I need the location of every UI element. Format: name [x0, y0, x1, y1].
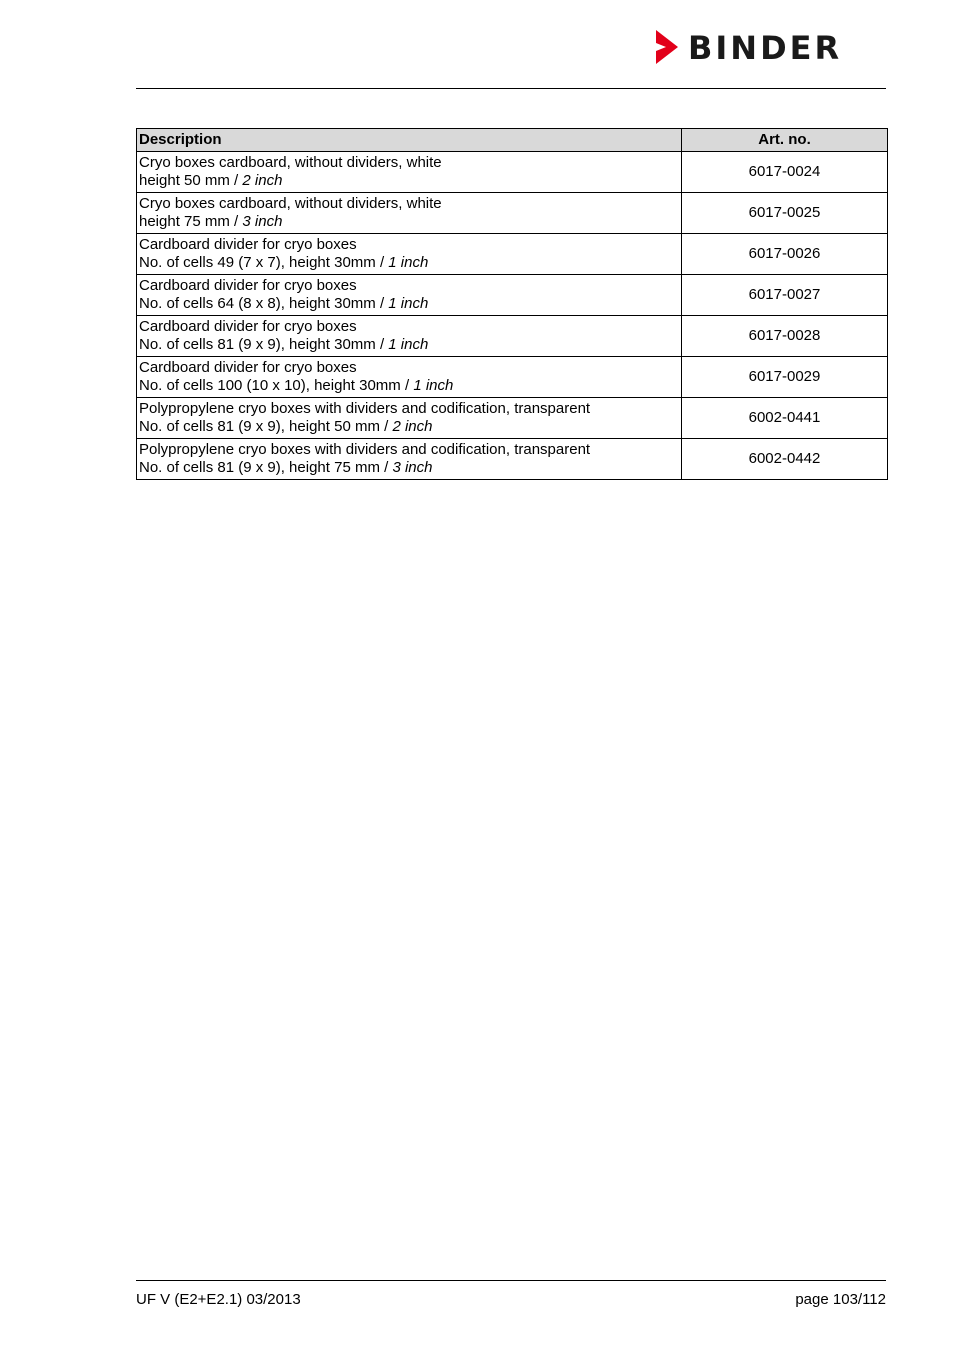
row-description	[137, 152, 682, 193]
table-row	[137, 193, 888, 234]
row-description	[137, 439, 682, 480]
description-dimension: height 75 mm /	[139, 213, 243, 230]
description-dimension-inch: 2 inch	[242, 172, 283, 189]
description-line-2	[139, 377, 681, 395]
description-dimension-inch: 1 inch	[388, 295, 429, 312]
table-row	[137, 275, 888, 316]
footer-document-id: UF V (E2+E2.1) 03/2013	[136, 1291, 301, 1308]
description-line-2	[139, 336, 681, 354]
row-art-no: 6017-0026	[682, 234, 888, 275]
description-line-1: Polypropylene cryo boxes with dividers and codification, transparent	[139, 441, 591, 458]
description-line-1: Polypropylene cryo boxes with dividers and codification, transparent	[139, 400, 591, 417]
row-description	[137, 357, 682, 398]
description-line-2	[139, 213, 681, 231]
description-dimension-inch: 1 inch	[413, 377, 454, 394]
description-dimension: No. of cells 64 (8 x 8), height 30mm /	[139, 295, 389, 312]
description-dimension-inch: 2 inch	[392, 418, 433, 435]
table-row	[137, 398, 888, 439]
table-header-row	[137, 129, 888, 152]
header-art-no: Art. no.	[682, 129, 888, 152]
description-line-2	[139, 418, 681, 436]
description-dimension: height 50 mm /	[139, 172, 243, 189]
table-row	[137, 234, 888, 275]
description-dimension-inch: 3 inch	[242, 213, 283, 230]
row-description	[137, 398, 682, 439]
row-art-no: 6017-0025	[682, 193, 888, 234]
row-description	[137, 316, 682, 357]
description-line-1: Cardboard divider for cryo boxes	[139, 277, 357, 294]
binder-logo	[654, 30, 888, 64]
description-line-1: Cardboard divider for cryo boxes	[139, 318, 357, 335]
row-art-no: 6017-0024	[682, 152, 888, 193]
description-line-2	[139, 172, 681, 190]
description-dimension-inch: 1 inch	[388, 336, 429, 353]
row-art-no: 6017-0029	[682, 357, 888, 398]
table-row	[137, 357, 888, 398]
row-art-no: 6017-0027	[682, 275, 888, 316]
description-line-2	[139, 459, 681, 477]
table-row	[137, 316, 888, 357]
row-description	[137, 193, 682, 234]
description-line-1: Cryo boxes cardboard, without dividers, white	[139, 154, 442, 171]
description-dimension: No. of cells 81 (9 x 9), height 50 mm /	[139, 418, 393, 435]
table-row	[137, 439, 888, 480]
row-description	[137, 234, 682, 275]
description-dimension: No. of cells 100 (10 x 10), height 30mm /	[139, 377, 414, 394]
brand-name: BINDER	[688, 30, 843, 64]
description-dimension: No. of cells 49 (7 x 7), height 30mm /	[139, 254, 389, 271]
row-description	[137, 275, 682, 316]
description-dimension-inch: 1 inch	[388, 254, 429, 271]
description-dimension: No. of cells 81 (9 x 9), height 75 mm /	[139, 459, 393, 476]
footer-rule	[136, 1280, 886, 1281]
binder-arrow-icon	[656, 30, 678, 64]
table-row	[137, 152, 888, 193]
row-art-no: 6002-0442	[682, 439, 888, 480]
accessories-table	[136, 128, 888, 480]
description-line-1: Cryo boxes cardboard, without dividers, white	[139, 195, 442, 212]
header-rule	[136, 88, 886, 89]
description-line-1: Cardboard divider for cryo boxes	[139, 236, 357, 253]
description-dimension: No. of cells 81 (9 x 9), height 30mm /	[139, 336, 389, 353]
description-line-2	[139, 295, 681, 313]
footer-page-number: page 103/112	[795, 1291, 886, 1308]
description-line-2	[139, 254, 681, 272]
header-description: Description	[137, 129, 682, 152]
row-art-no: 6017-0028	[682, 316, 888, 357]
row-art-no: 6002-0441	[682, 398, 888, 439]
description-line-1: Cardboard divider for cryo boxes	[139, 359, 357, 376]
description-dimension-inch: 3 inch	[392, 459, 433, 476]
